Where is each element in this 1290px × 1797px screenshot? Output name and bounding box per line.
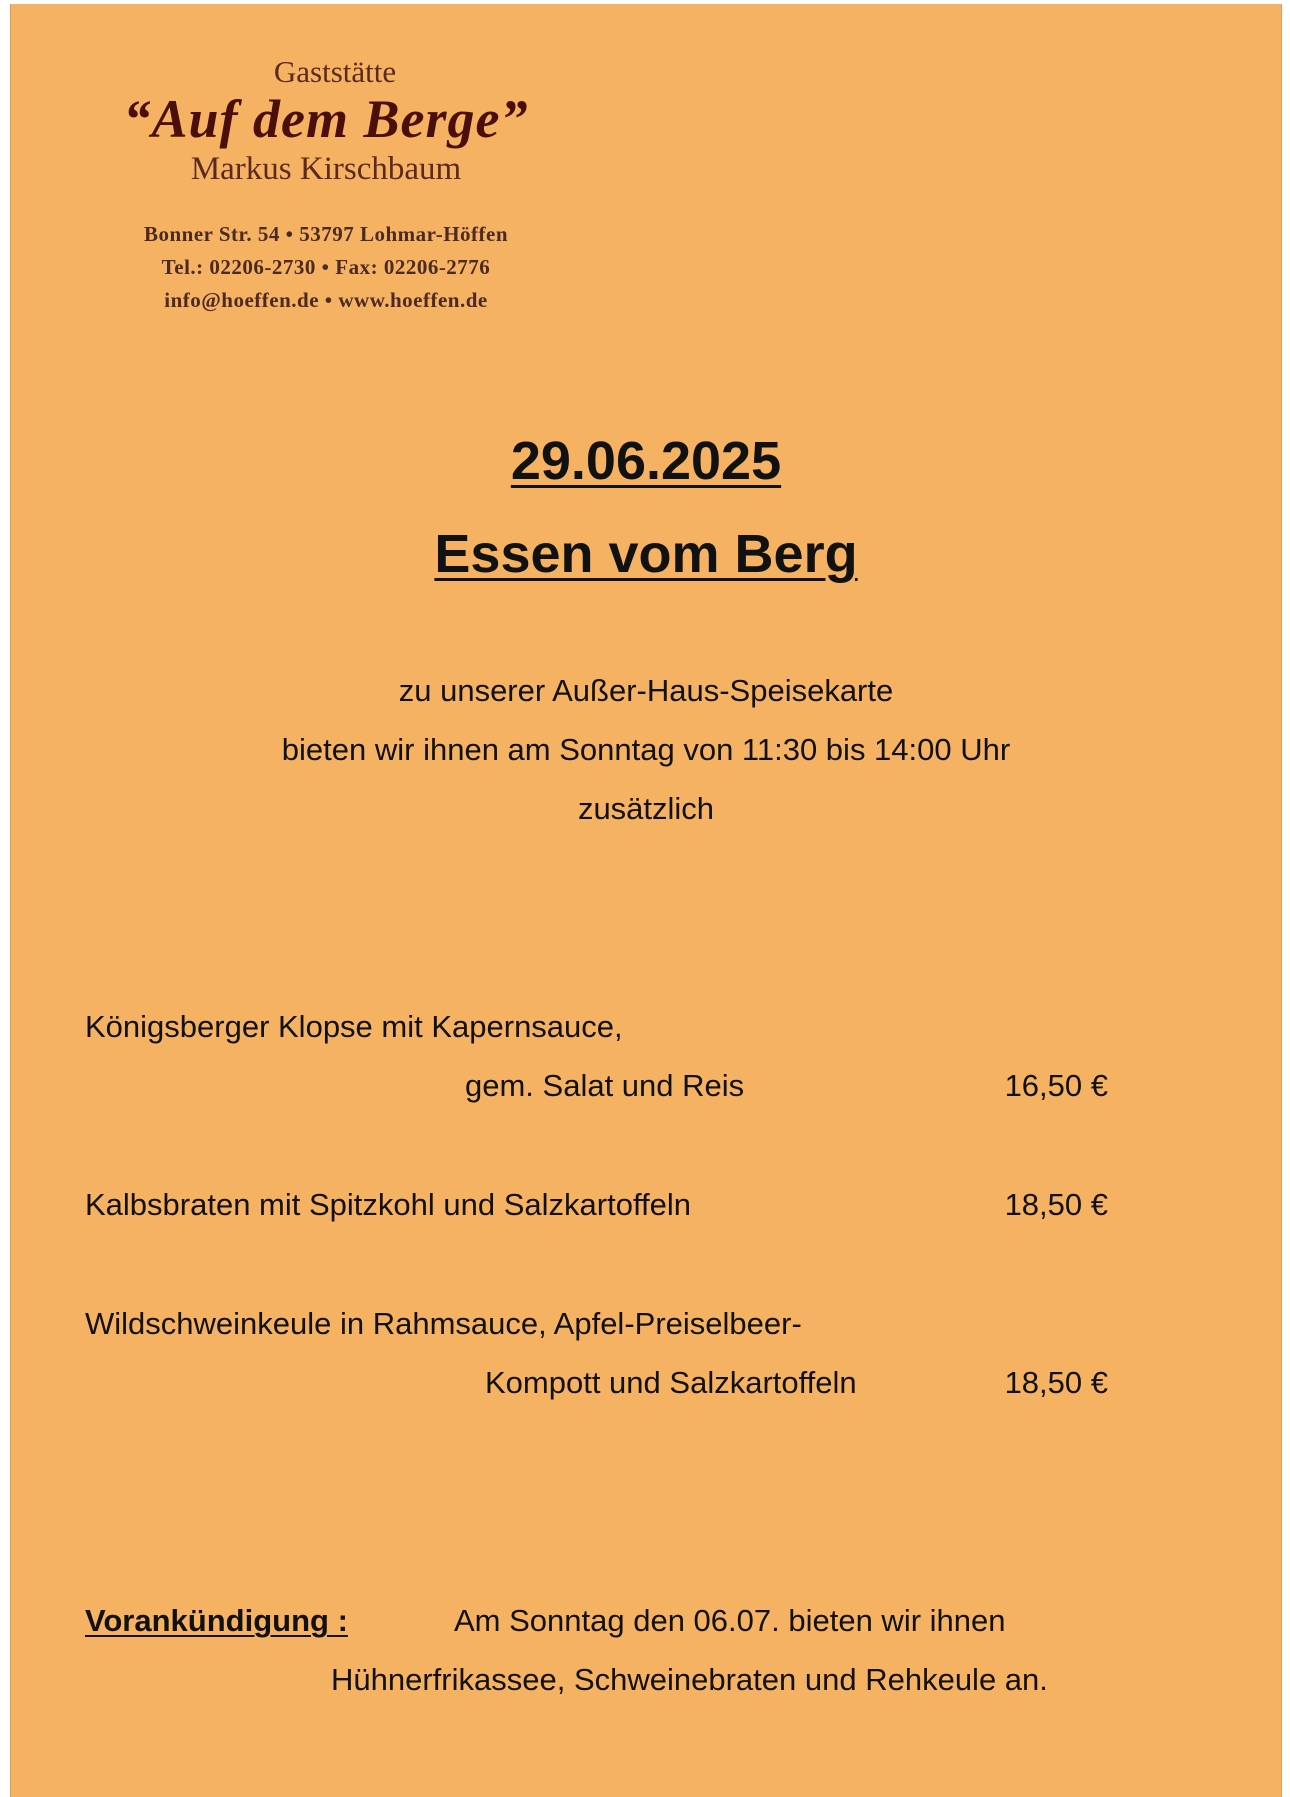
menu-item-2-price: 18,50 €: [1004, 1187, 1108, 1222]
intro-line: bieten wir ihnen am Sonntag von 11:30 bis 14:00 Uhr: [281, 732, 1011, 767]
menu-item-3-side: Kompott und Salzkartoffeln: [485, 1365, 857, 1400]
menu-item-3-name: Wildschweinkeule in Rahmsauce, Apfel-Preiselbeer-: [85, 1306, 802, 1341]
letterhead-web: info@hoeffen.de • www.hoeffen.de: [164, 288, 488, 312]
menu-date: 29.06.2025: [510, 431, 782, 491]
letterhead-address: Bonner Str. 54 • 53797 Lohmar-Höffen: [143, 222, 509, 246]
letterhead-phone-fax: Tel.: 02206-2730 • Fax: 02206-2776: [161, 255, 491, 279]
menu-page: [10, 4, 1282, 1797]
letterhead-type: Gaststätte: [273, 54, 397, 89]
menu-title: Essen vom Berg: [434, 524, 858, 584]
announcement-line-2: Hühnerfrikassee, Schweinebraten und Rehkeule an.: [331, 1662, 1048, 1697]
menu-item-1-side: gem. Salat und Reis: [465, 1068, 745, 1103]
announcement-label: Vorankündigung :: [85, 1603, 348, 1638]
letterhead-contact: [81, 218, 571, 317]
menu-item-1-name: Königsberger Klopse mit Kapernsauce,: [85, 1009, 623, 1044]
letterhead-logo: [81, 54, 571, 317]
letterhead-owner: Markus Kirschbaum: [190, 151, 462, 187]
menu-item-2-name: Kalbsbraten mit Spitzkohl und Salzkartoffeln: [85, 1187, 691, 1222]
intro-line: zu unserer Außer-Haus-Speisekarte: [398, 673, 894, 708]
intro-text: [11, 661, 1281, 838]
menu-item-1-price: 16,50 €: [1004, 1068, 1108, 1103]
intro-line: zusätzlich: [577, 791, 715, 826]
menu-item-3-price: 18,50 €: [1004, 1365, 1108, 1400]
letterhead-name: “Auf dem Berge”: [123, 89, 529, 149]
announcement-line-1: Am Sonntag den 06.07. bieten wir ihnen: [454, 1603, 1006, 1638]
